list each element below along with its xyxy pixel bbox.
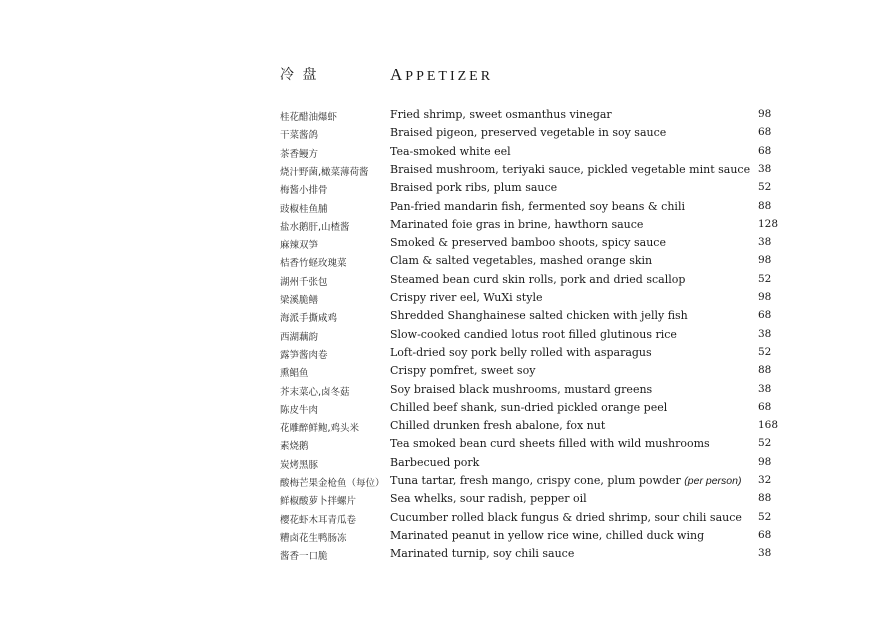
dish-name-english [390, 291, 542, 304]
menu-item [0, 180, 870, 198]
dish-name-chinese: 盐水鹅肝,山楂酱 [280, 221, 350, 233]
menu-item [0, 528, 870, 546]
menu-item [0, 199, 870, 217]
dish-name-chinese: 素烧鹅 [280, 441, 309, 453]
dish-price: 98 [758, 291, 772, 303]
menu-item [0, 308, 870, 326]
dish-name-chinese: 鲜椒酸萝卜拌螺片 [280, 496, 357, 508]
dish-price: 88 [758, 199, 772, 212]
dish-name-chinese: 糟卤花生鸭肠冻 [280, 532, 347, 544]
dish-description: Sea whelks, sour radish, pepper oil [390, 492, 587, 506]
dish-description: Marinated turnip, soy chili sauce [390, 547, 575, 561]
dish-name-chinese: 梁溪脆鳝 [280, 295, 319, 306]
menu-item [0, 382, 870, 400]
dish-description: Chilled drunken fresh abalone, fox nut [390, 419, 606, 433]
dish-name-chinese: 梅酱小排骨 [280, 185, 328, 197]
dish-name-english [390, 346, 652, 359]
dish-description: Marinated peanut in yellow rice wine, chilled duck wing [390, 528, 705, 542]
dish-name-english [390, 254, 652, 267]
dish-name-chinese: 湖州千张包 [280, 276, 328, 288]
menu-item [0, 253, 870, 271]
dish-name-chinese: 酸梅芒果金枪鱼（每位） [280, 478, 385, 489]
dish-price: 38 [758, 327, 772, 340]
dish-name-english [390, 383, 652, 396]
menu-item [0, 162, 870, 180]
dish-price: 88 [758, 364, 772, 377]
dish-name-chinese: 酱香一口脆 [280, 551, 328, 563]
dish-description: Loft-dried soy pork belly rolled with asparagus [390, 345, 652, 359]
dish-description: Cucumber rolled black fungus & dried shrimp, sour chili sauce [390, 510, 742, 524]
menu-item [0, 125, 870, 143]
dish-price: 52 [758, 345, 772, 358]
dish-name-english [390, 437, 710, 450]
dish-name-chinese: 桔香竹蛏玫瑰菜 [280, 258, 347, 270]
dish-price: 52 [758, 510, 772, 523]
dish-name-english [390, 108, 612, 121]
dish-price: 38 [758, 547, 772, 560]
dish-name-english [390, 145, 511, 158]
dish-description: Smoked & preserved bamboo shoots, spicy sauce [390, 236, 666, 250]
dish-note: (per person) [684, 475, 742, 487]
menu-item [0, 272, 870, 290]
dish-name-chinese: 茶香鳗方 [280, 148, 319, 160]
dish-description: Tuna tartar, fresh mango, crispy cone, plum powder [390, 474, 685, 487]
menu-item [0, 491, 870, 509]
dish-description: Clam & salted vegetables, mashed orange skin [390, 254, 653, 268]
dish-price: 32 [758, 474, 772, 486]
dish-description: Soy braised black mushrooms, mustard greens [390, 382, 653, 396]
dish-name-english [390, 218, 643, 231]
menu-item [0, 144, 870, 162]
dish-description: Shredded Shanghainese salted chicken with jelly fish [390, 309, 688, 323]
dish-description: Tea smoked bean curd sheets filled with wild mushrooms [390, 437, 710, 451]
menu-item [0, 436, 870, 454]
menu-item [0, 235, 870, 253]
dish-price: 52 [758, 272, 772, 285]
menu-item [0, 345, 870, 363]
section-heading [0, 64, 870, 84]
dish-price: 68 [758, 400, 772, 413]
dish-price: 68 [758, 528, 772, 541]
dish-name-english [390, 200, 685, 213]
dish-price: 98 [758, 455, 772, 468]
dish-name-english [390, 529, 704, 542]
dish-description: Crispy pomfret, sweet soy [390, 364, 536, 378]
menu-item [0, 290, 870, 308]
dish-name-chinese: 露笋酱肉卷 [280, 349, 328, 361]
menu-item [0, 473, 870, 491]
section-title-english: APPETIZER [390, 65, 494, 84]
dish-name-chinese: 西湖藕韵 [280, 331, 319, 343]
dish-price: 52 [758, 181, 772, 194]
menu-item [0, 363, 870, 381]
dish-name-english [390, 273, 685, 286]
dish-name-chinese: 炭烤黑豚 [280, 459, 319, 471]
menu-item [0, 510, 870, 528]
menu-item [0, 217, 870, 235]
section-title-chinese: 冷 盘 [280, 67, 319, 83]
dish-price: 98 [758, 108, 772, 120]
dish-name-chinese: 干菜酱鸽 [280, 130, 319, 142]
dish-name-chinese: 樱花虾木耳青瓜卷 [280, 514, 357, 526]
dish-price: 38 [758, 382, 772, 395]
dish-name-english [390, 511, 742, 524]
dish-name-english [390, 309, 688, 322]
dish-name-english [390, 547, 574, 560]
dish-name-chinese: 熏鲳鱼 [280, 368, 309, 380]
dish-name-chinese: 烧汁野菌,橄菜薄荷酱 [280, 166, 369, 178]
menu-item [0, 400, 870, 418]
dish-description: Steamed bean curd skin rolls, pork and dried scallop [390, 272, 686, 286]
dish-name-english [390, 181, 557, 194]
dish-name-english [390, 419, 605, 432]
dish-description: Slow-cooked candied lotus root filled glutinous rice [390, 327, 677, 341]
dish-description: Crispy river eel, WuXi style [390, 291, 543, 304]
dish-name-english [390, 456, 479, 469]
dish-price: 68 [758, 126, 772, 139]
dish-description: Braised pork ribs, plum sauce [390, 181, 558, 195]
dish-description: Fried shrimp, sweet osmanthus vinegar [390, 108, 612, 121]
dish-name-chinese: 陈皮牛肉 [280, 404, 319, 416]
dish-name-chinese: 芥末菜心,卤冬菇 [280, 386, 350, 398]
menu-item [0, 546, 870, 564]
dish-price: 52 [758, 437, 772, 450]
dish-description: Marinated foie gras in brine, hawthorn sauce [390, 217, 644, 231]
dish-description: Braised mushroom, teriyaki sauce, pickled vegetable mint sauce [390, 162, 751, 176]
dish-price: 88 [758, 492, 772, 505]
dish-name-chinese: 花雕醉鲜鲍,鸡头米 [280, 423, 360, 435]
dish-name-english [390, 328, 677, 341]
menu-item [0, 418, 870, 436]
menu-item [0, 455, 870, 473]
dish-price: 98 [758, 254, 772, 267]
menu-item [0, 327, 870, 345]
dish-price: 68 [758, 309, 772, 322]
dish-name-english [390, 236, 666, 249]
dish-name-english [390, 126, 666, 139]
dish-name-english [390, 492, 587, 505]
dish-name-chinese: 海派手撕咸鸡 [280, 313, 338, 325]
dish-name-english [390, 163, 750, 176]
dish-description: Braised pigeon, preserved vegetable in soy sauce [390, 126, 667, 140]
dish-description: Pan-fried mandarin fish, fermented soy beans & chili [390, 199, 685, 213]
menu-item [0, 107, 870, 125]
dish-name-english [390, 401, 667, 414]
dish-price: 68 [758, 144, 772, 157]
dish-name-english [390, 474, 741, 487]
dish-price: 38 [758, 236, 772, 249]
dish-name-chinese: 桂花醋油爆虾 [280, 112, 338, 123]
dish-price: 38 [758, 162, 772, 175]
dish-name-chinese: 麻辣双笋 [280, 240, 319, 252]
dish-description: Barbecued pork [390, 455, 480, 469]
dish-name-english [390, 364, 535, 377]
dish-price: 168 [758, 419, 779, 432]
dish-name-chinese: 豉椒桂鱼脯 [280, 203, 328, 215]
dish-description: Tea-smoked white eel [390, 144, 511, 158]
dish-price: 128 [758, 217, 779, 230]
dish-description: Chilled beef shank, sun-dried pickled orange peel [390, 400, 668, 414]
